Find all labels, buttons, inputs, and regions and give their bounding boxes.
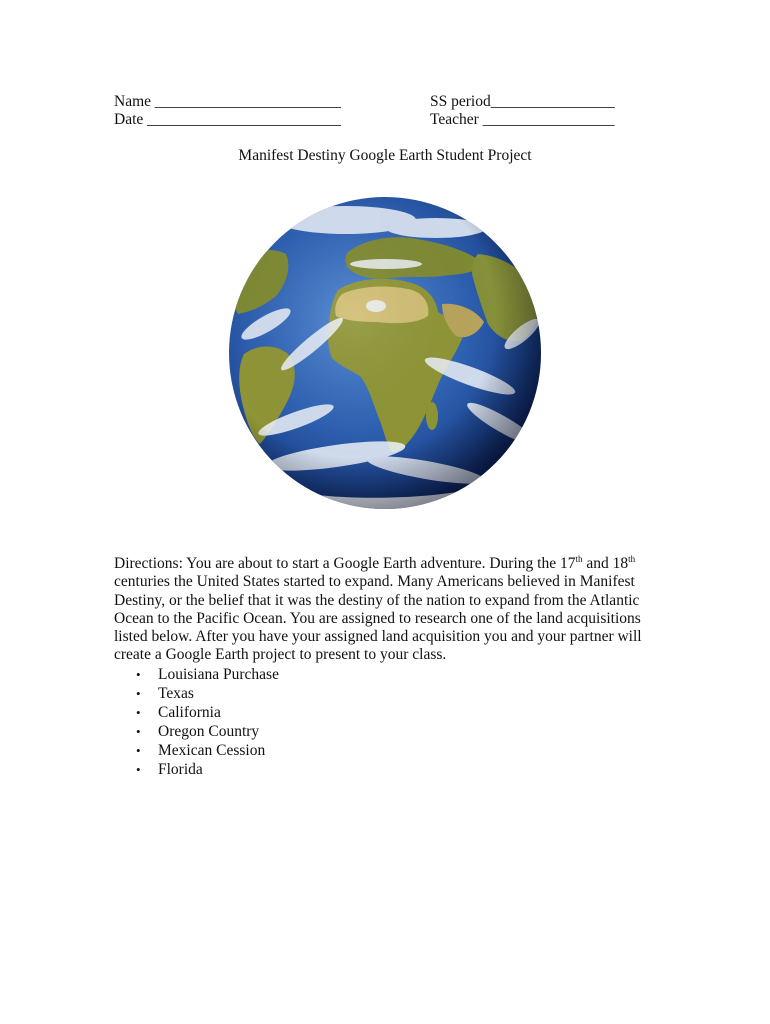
superscript-th-18: th — [628, 554, 636, 564]
directions-text-part1: Directions: You are about to start a Google Earth adventure. During the 17 — [114, 555, 576, 572]
ss-period-blank[interactable]: ________________ — [490, 93, 615, 110]
land-acquisitions-list — [114, 665, 279, 779]
bullet-icon: • — [136, 686, 141, 701]
acquisition-label: Mexican Cession — [158, 742, 266, 759]
directions-text-part2: and 18 — [582, 555, 629, 572]
acquisition-label: California — [158, 704, 221, 721]
date-label: Date — [114, 111, 144, 128]
superscript-th-17: th — [575, 554, 583, 564]
name-field[interactable] — [114, 93, 341, 111]
list-item — [114, 741, 279, 760]
earth-globe-image — [226, 194, 544, 512]
date-blank[interactable]: _________________________ — [147, 111, 341, 128]
bullet-icon: • — [136, 705, 141, 720]
ss-period-label: SS period — [430, 93, 491, 110]
list-item — [114, 703, 279, 722]
acquisition-label: Florida — [158, 761, 203, 778]
list-item — [114, 760, 279, 779]
acquisition-label: Texas — [158, 685, 194, 702]
teacher-label: Teacher — [430, 111, 479, 128]
name-blank[interactable]: ________________________ — [154, 93, 341, 110]
name-label: Name — [114, 93, 152, 110]
ss-period-field[interactable] — [430, 93, 615, 111]
list-item — [114, 684, 279, 703]
bullet-icon: • — [136, 743, 141, 758]
acquisition-label: Louisiana Purchase — [158, 666, 279, 683]
directions-text-part3: centuries the United States started to expand. Many Americans believed in Manifest Destiny, or the belief that it was the destiny of the nation to expand from the Atlantic Ocean to the Pacific Ocean. You are assigned to research one of the land acquisitions listed below. After you have your assigned land acquisition you and your partner will create a Google Earth project to present to your class. — [114, 573, 642, 664]
bullet-icon: • — [136, 667, 141, 682]
directions-paragraph — [114, 555, 654, 665]
teacher-blank[interactable]: _________________ — [482, 111, 615, 128]
list-item — [114, 665, 279, 684]
date-field[interactable] — [114, 111, 341, 129]
page-title: Manifest Destiny Google Earth Student Project — [238, 147, 532, 164]
globe-shading — [229, 197, 541, 509]
acquisition-label: Oregon Country — [158, 723, 260, 740]
bullet-icon: • — [136, 724, 141, 739]
bullet-icon: • — [136, 762, 141, 777]
teacher-field[interactable] — [430, 111, 614, 129]
list-item — [114, 722, 279, 741]
